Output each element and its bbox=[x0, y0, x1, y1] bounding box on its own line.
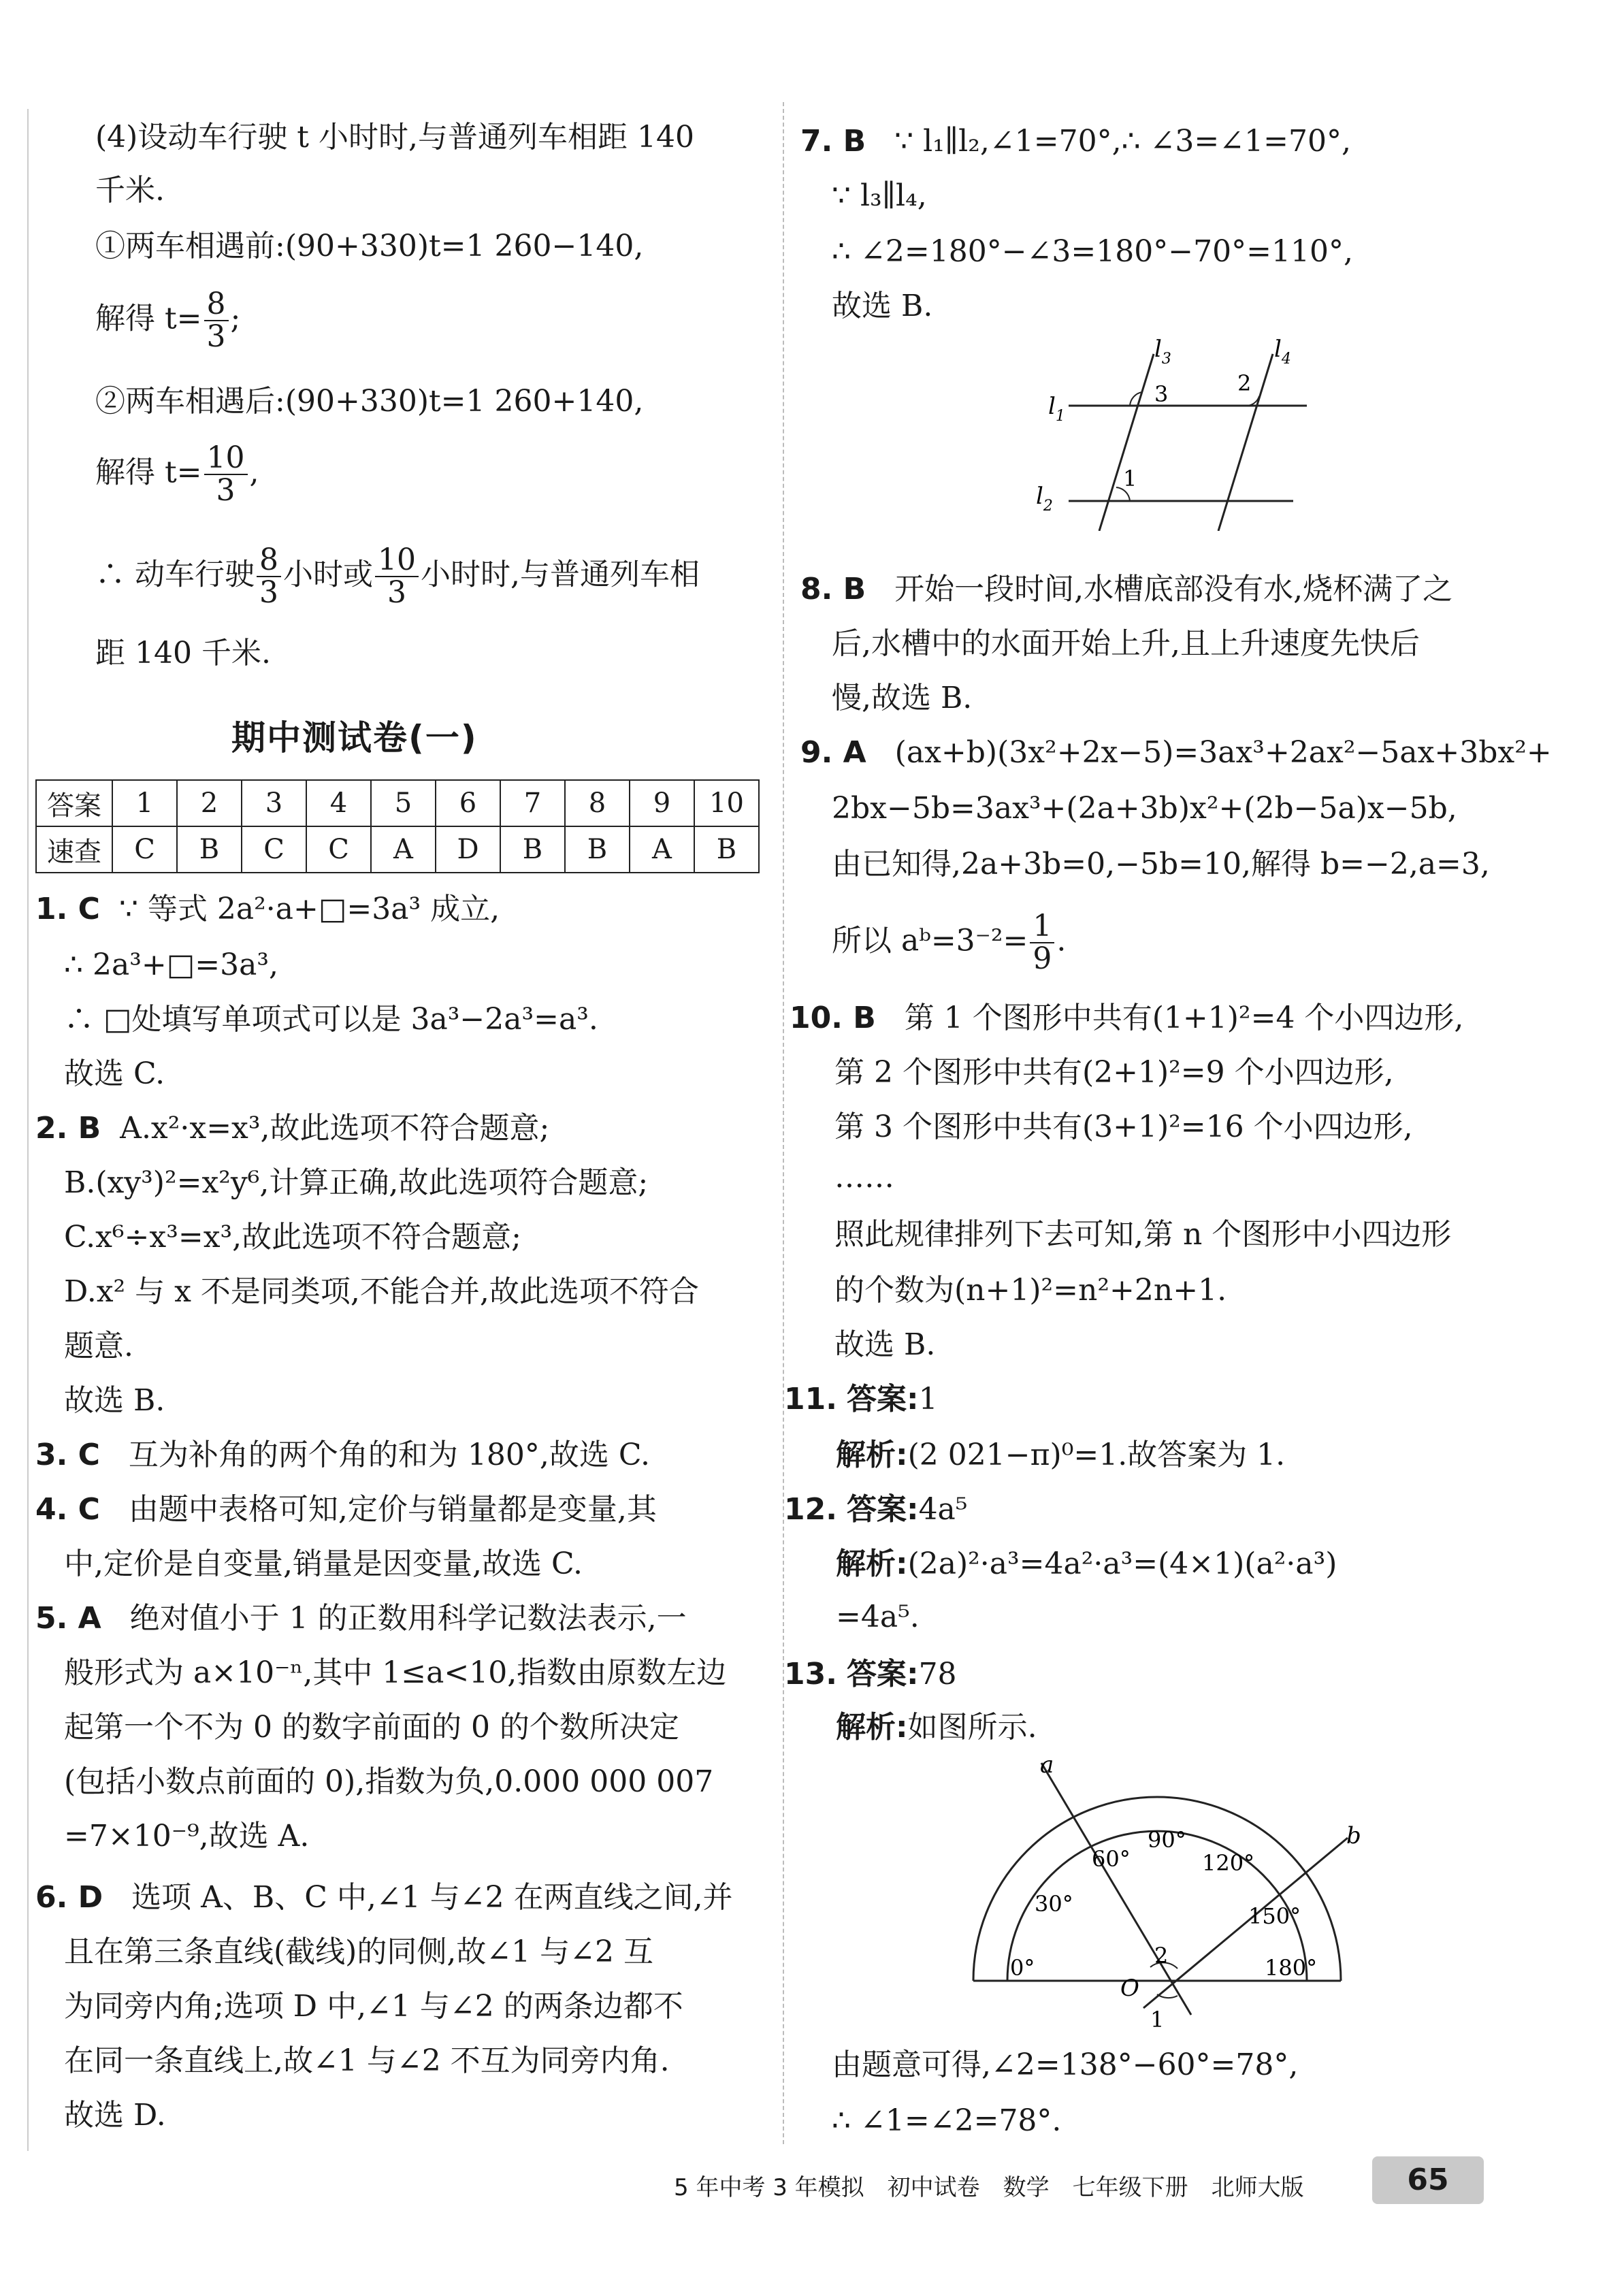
text: (ax+b)(3x²+2x−5)=3ax³+2ax²−5ax+3bx²+ bbox=[894, 735, 1552, 770]
question-number: 13. bbox=[784, 1657, 837, 1691]
label-l2: $l_2$ bbox=[1036, 483, 1053, 515]
tick-120: 120° bbox=[1202, 1850, 1255, 1876]
tick-30: 30° bbox=[1035, 1891, 1073, 1917]
left-line-6 bbox=[95, 442, 259, 506]
book-footer: 5 年中考 3 年模拟 初中试卷 数学 七年级下册 北师大版 bbox=[674, 2174, 1304, 2201]
q10-line-7: 故选 B. bbox=[834, 1327, 936, 1362]
q9-line-2: 2bx−5b=3ax³+(2a+3b)x²+(2b−5a)x−5b, bbox=[832, 791, 1457, 826]
q1-line-4: 故选 C. bbox=[64, 1056, 165, 1091]
tick-60: 60° bbox=[1092, 1846, 1131, 1872]
answer-label: 答案: bbox=[846, 1657, 919, 1691]
question-number: 10. B bbox=[790, 1001, 876, 1035]
q1-line-1 bbox=[35, 889, 500, 930]
left-line-7 bbox=[95, 545, 700, 609]
fraction-8-3 bbox=[257, 545, 281, 609]
denominator: 3 bbox=[259, 575, 278, 610]
label-o: O bbox=[1120, 1975, 1139, 2002]
table-cell: C bbox=[112, 826, 177, 873]
q8-line-2: 后,水槽中的水面开始上升,且上升速度先快后 bbox=[832, 626, 1420, 661]
question-number: 4. C bbox=[35, 1492, 100, 1527]
text: . bbox=[1056, 923, 1067, 958]
table-cell: 10 bbox=[694, 780, 759, 826]
table-cell: A bbox=[630, 826, 694, 873]
q6-line-4: 在同一条直线上,故∠1 与∠2 不互为同旁内角. bbox=[64, 2043, 670, 2078]
text: 选项 A、B、C 中,∠1 与∠2 在两直线之间,并 bbox=[131, 1880, 733, 1915]
q4-line-1 bbox=[35, 1489, 657, 1530]
text: 开始一段时间,水槽底部没有水,烧杯满了之 bbox=[894, 572, 1453, 606]
question-number: 7. B bbox=[800, 124, 866, 159]
numerator: 8 bbox=[204, 289, 229, 321]
q13-line-1 bbox=[784, 1654, 957, 1695]
q5-line-3: 起第一个不为 0 的数字前面的 0 的个数所决定 bbox=[64, 1710, 679, 1745]
text: 由题中表格可知,定价与销量都是变量,其 bbox=[128, 1492, 657, 1527]
text: ∵ l₁∥l₂,∠1=70°,∴ ∠3=∠1=70°, bbox=[894, 124, 1351, 159]
q13-line-4: ∴ ∠1=∠2=78°. bbox=[832, 2103, 1062, 2138]
q6-line-1 bbox=[35, 1877, 733, 1918]
explanation-label: 解析: bbox=[836, 1438, 908, 1472]
table-cell: C bbox=[242, 826, 306, 873]
q11-line-1 bbox=[784, 1379, 938, 1420]
q2-line-3: C.x⁶÷x³=x³,故此选项不符合题意; bbox=[64, 1220, 521, 1254]
table-cell: 2 bbox=[177, 780, 242, 826]
q10-line-4: …… bbox=[834, 1160, 894, 1195]
q7-line-2: ∵ l₃∥l₄, bbox=[832, 178, 927, 213]
q9-line-1 bbox=[800, 732, 1552, 773]
q8-line-3: 慢,故选 B. bbox=[832, 681, 973, 715]
q6-line-2: 且在第三条直线(截线)的同侧,故∠1 与∠2 互 bbox=[64, 1934, 654, 1969]
q6-line-3: 为同旁内角;选项 D 中,∠1 与∠2 的两条边都不 bbox=[64, 1989, 683, 2024]
answer-value: 1 bbox=[918, 1382, 938, 1416]
q4-line-2: 中,定价是自变量,销量是因变量,故选 C. bbox=[64, 1547, 583, 1581]
q10-line-1 bbox=[790, 998, 1463, 1039]
text: 解得 t= bbox=[95, 455, 202, 490]
left-line-8: 距 140 千米. bbox=[95, 636, 271, 670]
text: (2a)²·a³=4a²·a³=(4×1)(a²·a³) bbox=[907, 1547, 1337, 1581]
tick-150: 150° bbox=[1248, 1903, 1301, 1929]
fraction-8-3 bbox=[204, 289, 229, 353]
text: 如图所示. bbox=[907, 1710, 1037, 1745]
q7-line-1 bbox=[800, 121, 1351, 162]
q1-line-3: ∴ □处填写单项式可以是 3a³−2a³=a³. bbox=[64, 1002, 598, 1037]
q10-line-2: 第 2 个图形中共有(2+1)²=9 个小四边形, bbox=[834, 1055, 1394, 1090]
table-cell: B bbox=[565, 826, 630, 873]
text: (2 021−π)⁰=1.故答案为 1. bbox=[907, 1438, 1286, 1472]
text: ∵ 等式 2a²·a+□=3a³ 成立, bbox=[118, 892, 500, 926]
table-cell: A bbox=[371, 826, 436, 873]
question-number: 6. D bbox=[35, 1880, 103, 1915]
text: 所以 aᵇ=3⁻²= bbox=[832, 923, 1028, 958]
q9-line-4 bbox=[832, 911, 1066, 975]
table-cell: 8 bbox=[565, 780, 630, 826]
q2-line-4: D.x² 与 x 不是同类项,不能合并,故此选项不符合 bbox=[64, 1274, 699, 1309]
table-row bbox=[36, 780, 759, 826]
q1-line-2: ∴ 2a³+□=3a³, bbox=[64, 948, 279, 982]
question-number: 9. A bbox=[800, 735, 866, 770]
q9-line-3: 由已知得,2a+3b=0,−5b=10,解得 b=−2,a=3, bbox=[832, 847, 1490, 881]
angle-label-3: 3 bbox=[1154, 381, 1169, 407]
label-l3: $l_3$ bbox=[1154, 336, 1171, 368]
table-cell: 3 bbox=[242, 780, 306, 826]
q2-line-6: 故选 B. bbox=[64, 1383, 165, 1418]
table-cell: B bbox=[177, 826, 242, 873]
label-b: b bbox=[1346, 1822, 1361, 1849]
answer-label: 答案: bbox=[846, 1492, 919, 1527]
text: 小时或 bbox=[283, 557, 373, 592]
answer-label: 答案: bbox=[846, 1382, 919, 1416]
text: A.x²·x=x³,故此选项不符合题意; bbox=[120, 1111, 550, 1146]
line-l3 bbox=[1099, 354, 1154, 531]
text: , bbox=[249, 455, 259, 490]
table-cell: 6 bbox=[436, 780, 500, 826]
table-cell: 5 bbox=[371, 780, 436, 826]
table-cell: B bbox=[500, 826, 565, 873]
question-number: 11. bbox=[784, 1382, 837, 1416]
text: ∴ 动车行驶 bbox=[95, 557, 255, 592]
text: 小时时,与普通列车相 bbox=[421, 557, 700, 592]
table-header: 答案 bbox=[36, 780, 112, 826]
q10-line-5: 照此规律排列下去可知,第 n 个图形中小四边形 bbox=[834, 1217, 1452, 1252]
table-cell: 9 bbox=[630, 780, 694, 826]
q8-line-1 bbox=[800, 569, 1452, 610]
question-number: 5. A bbox=[35, 1601, 101, 1636]
q10-line-3: 第 3 个图形中共有(3+1)²=16 个小四边形, bbox=[834, 1110, 1413, 1144]
angle-label-2: 2 bbox=[1154, 1943, 1169, 1969]
q2-line-5: 题意. bbox=[64, 1329, 133, 1363]
fraction-1-9 bbox=[1030, 911, 1054, 975]
answer-table bbox=[35, 779, 760, 873]
page-number: 65 bbox=[1372, 2156, 1484, 2204]
q5-line-5: =7×10⁻⁹,故选 A. bbox=[64, 1819, 310, 1853]
q7-line-3: ∴ ∠2=180°−∠3=180°−70°=110°, bbox=[832, 234, 1353, 269]
tick-90: 90° bbox=[1148, 1827, 1186, 1853]
text: ; bbox=[230, 301, 241, 336]
text: 第 1 个图形中共有(1+1)²=4 个小四边形, bbox=[904, 1001, 1464, 1035]
label-a: a bbox=[1040, 1756, 1054, 1779]
numerator: 8 bbox=[257, 545, 281, 577]
q5-line-2: 般形式为 a×10⁻ⁿ,其中 1≤a<10,指数由原数左边 bbox=[64, 1655, 727, 1690]
question-number: 8. B bbox=[800, 572, 866, 606]
question-number: 12. bbox=[784, 1492, 837, 1527]
table-header: 速查 bbox=[36, 826, 112, 873]
answer-value: 4a⁵ bbox=[918, 1492, 968, 1527]
question-number: 2. B bbox=[35, 1111, 101, 1146]
q13-line-3: 由题意可得,∠2=138°−60°=78°, bbox=[832, 2047, 1299, 2082]
q5-line-4: (包括小数点前面的 0),指数为负,0.000 000 007 bbox=[64, 1764, 714, 1799]
angle-label-1: 1 bbox=[1150, 2007, 1165, 2033]
table-cell: B bbox=[694, 826, 759, 873]
q13-line-2 bbox=[836, 1707, 1037, 1748]
table-cell: C bbox=[306, 826, 371, 873]
q3-line-1 bbox=[35, 1435, 650, 1476]
denominator: 3 bbox=[216, 473, 236, 508]
table-row bbox=[36, 826, 759, 873]
answer-value: 78 bbox=[918, 1657, 957, 1691]
left-line-4 bbox=[95, 289, 240, 353]
page-edge-line bbox=[27, 109, 29, 2151]
q5-line-1 bbox=[35, 1598, 687, 1639]
parallel-lines-figure bbox=[1021, 334, 1320, 531]
q2-line-2: B.(xy³)²=x²y⁶,计算正确,故此选项符合题意; bbox=[64, 1165, 649, 1200]
table-cell: 4 bbox=[306, 780, 371, 826]
denominator: 9 bbox=[1033, 941, 1052, 976]
label-l1: $l_1$ bbox=[1048, 393, 1065, 425]
tick-180: 180° bbox=[1265, 1955, 1318, 1981]
fraction-10-3 bbox=[204, 442, 248, 506]
angle-label-2: 2 bbox=[1237, 370, 1252, 396]
left-line-2: 千米. bbox=[95, 173, 165, 208]
text: 绝对值小于 1 的正数用科学记数法表示,一 bbox=[129, 1601, 687, 1636]
table-cell: 1 bbox=[112, 780, 177, 826]
angle-label-1: 1 bbox=[1123, 466, 1137, 491]
tick-0: 0° bbox=[1010, 1955, 1035, 1981]
denominator: 3 bbox=[387, 575, 406, 610]
column-divider bbox=[783, 102, 784, 2144]
fraction-10-3 bbox=[375, 545, 419, 609]
left-line-1: (4)设动车行驶 t 小时时,与普通列车相距 140 bbox=[95, 120, 694, 155]
question-number: 1. C bbox=[35, 892, 100, 926]
table-cell: D bbox=[436, 826, 500, 873]
text: 解得 t= bbox=[95, 301, 202, 336]
q12-line-2 bbox=[836, 1544, 1337, 1585]
q6-line-5: 故选 D. bbox=[64, 2098, 166, 2133]
q12-line-3: =4a⁵. bbox=[836, 1600, 920, 1634]
left-line-5: ②两车相遇后:(90+330)t=1 260+140, bbox=[95, 384, 644, 419]
q11-line-2 bbox=[836, 1435, 1285, 1476]
exam-title: 期中测试卷(一) bbox=[231, 718, 478, 758]
explanation-label: 解析: bbox=[836, 1547, 908, 1581]
numerator: 10 bbox=[375, 545, 419, 577]
text: 互为补角的两个角的和为 180°,故选 C. bbox=[128, 1438, 650, 1472]
denominator: 3 bbox=[206, 319, 226, 354]
q7-line-4: 故选 B. bbox=[832, 289, 933, 323]
numerator: 10 bbox=[204, 442, 248, 475]
q2-line-1 bbox=[35, 1108, 549, 1149]
q10-line-6: 的个数为(n+1)²=n²+2n+1. bbox=[834, 1273, 1227, 1308]
numerator: 1 bbox=[1030, 911, 1054, 943]
left-line-3: ①两车相遇前:(90+330)t=1 260−140, bbox=[95, 229, 644, 263]
label-l4: $l_4$ bbox=[1274, 336, 1291, 368]
explanation-label: 解析: bbox=[836, 1710, 908, 1745]
protractor-figure bbox=[953, 1756, 1375, 2042]
question-number: 3. C bbox=[35, 1438, 100, 1472]
table-cell: 7 bbox=[500, 780, 565, 826]
q12-line-1 bbox=[784, 1489, 967, 1530]
